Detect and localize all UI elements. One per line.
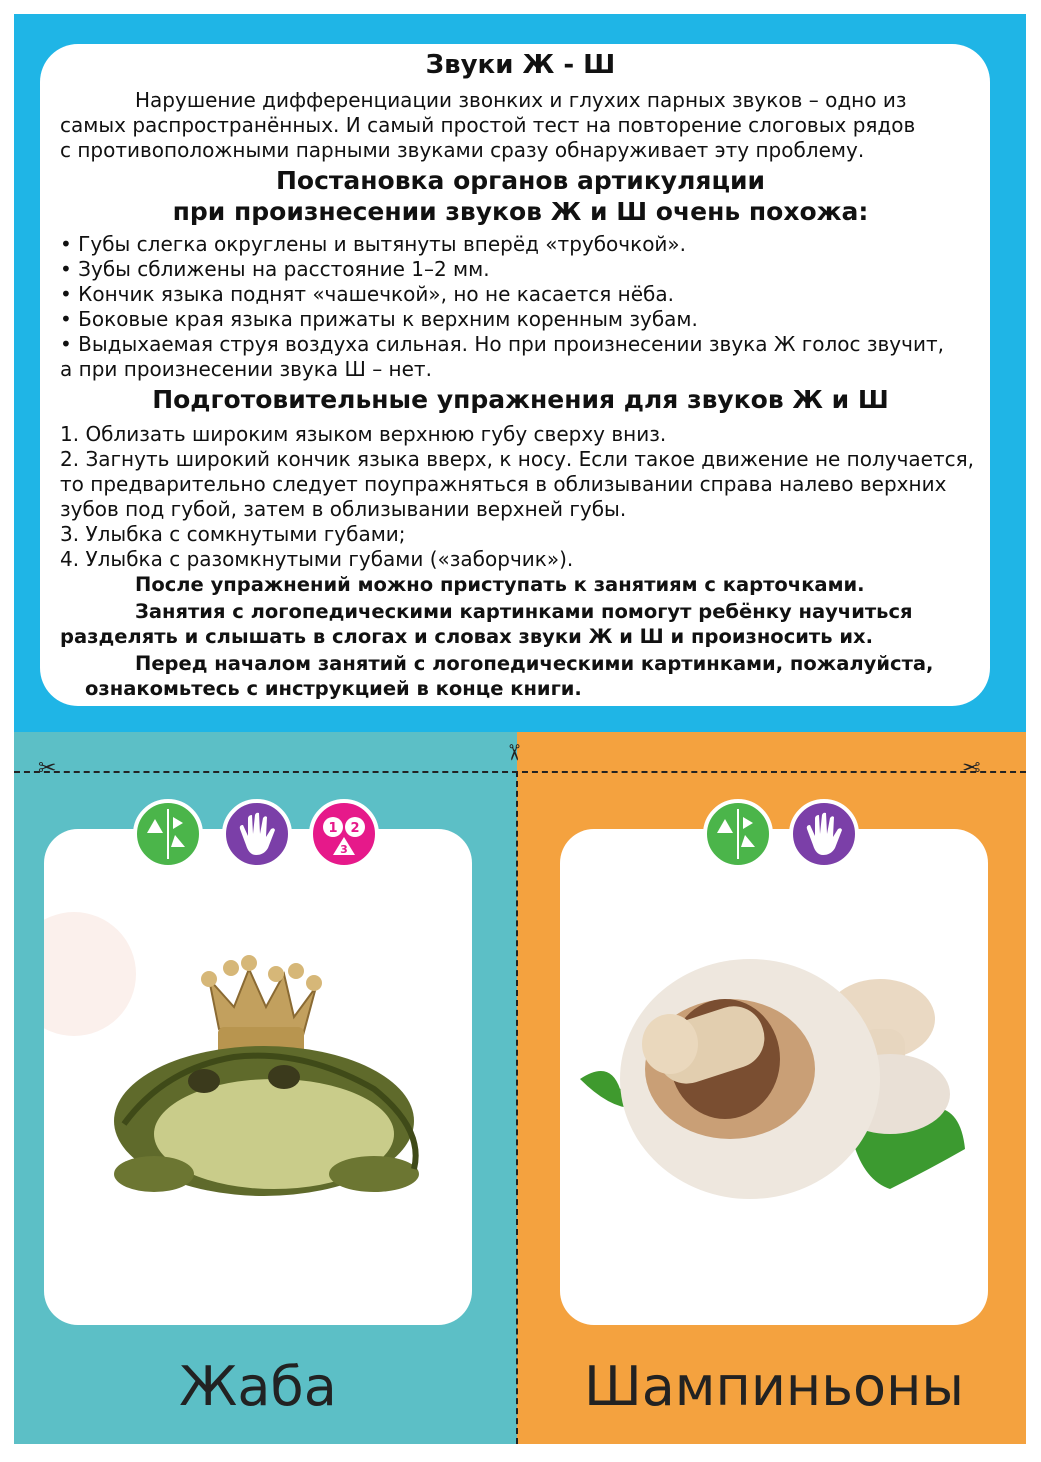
exercise-item: 3. Улыбка с сомкнутыми губами; xyxy=(60,522,406,546)
articulation-item: • Боковые края языка прижаты к верхним коренным зубам. xyxy=(60,307,698,331)
note-line: Перед началом занятий с логопедическими картинками, пожалуйста, xyxy=(135,652,934,675)
articulation-item: • Губы слегка округлены и вытянуты вперёд «трубочкой». xyxy=(60,232,687,256)
exercise-item: 4. Улыбка с разомкнутыми губами («заборчик»). xyxy=(60,547,574,571)
articulation-item: а при произнесении звука Ш – нет. xyxy=(60,357,432,381)
intro-line-2: самых распространённых. И самый простой тест на повторение слоговых рядов xyxy=(60,113,916,137)
exercise-item: 1. Облизать широким языком верхнюю губу сверху вниз. xyxy=(60,422,667,446)
card-champignons-photo-frame xyxy=(560,829,988,1325)
intro-line-1: Нарушение дифференциации звонких и глухих парных звуков – одно из xyxy=(135,88,907,112)
number-one: 1 xyxy=(328,821,338,836)
articulation-item: • Выдыхаемая струя воздуха сильная. Но при произнесении звука Ж голос звучит, xyxy=(60,332,944,356)
number-three: 3 xyxy=(340,843,348,856)
shapes-icon xyxy=(703,799,773,869)
articulation-heading-1: Постановка органов артикуляции xyxy=(275,166,766,195)
hand-icon xyxy=(789,799,859,869)
scissors-icon: ✂ xyxy=(38,756,57,781)
hand-icon xyxy=(222,799,292,869)
card-word-zhaba: Жаба xyxy=(179,1355,337,1418)
note-line: Занятия с логопедическими картинками помогут ребёнку научиться xyxy=(135,600,913,623)
intro-line-3: с противоположными парными звуками сразу обнаруживает эту проблему. xyxy=(60,138,865,162)
numbers-icon xyxy=(309,799,379,869)
scissors-icon: ✂ xyxy=(500,743,526,762)
scissors-icon: ✂ xyxy=(962,756,981,781)
exercise-item: 2. Загнуть широкий кончик языка вверх, к носу. Если такое движение не получается, xyxy=(60,447,975,471)
exercise-item: зубов под губой, затем в облизывании верхней губы. xyxy=(60,497,627,521)
note-line: После упражнений можно приступать к занятиям с карточками. xyxy=(135,573,865,596)
champignons-image xyxy=(560,829,988,1325)
note-line: разделять и слышать в слогах и словах звуки Ж и Ш и произносить их. xyxy=(60,625,873,648)
articulation-item: • Кончик языка поднят «чашечкой», но не касается нёба. xyxy=(60,282,674,306)
exercises-heading: Подготовительные упражнения для звуков Ж и Ш xyxy=(152,385,889,414)
note-line: ознакомьтесь с инструкцией в конце книги. xyxy=(85,677,582,700)
card-word-champignons: Шампиньоны xyxy=(583,1355,965,1418)
vertical-cut-line xyxy=(516,771,518,1444)
horizontal-cut-line xyxy=(14,771,1026,773)
card-zhaba-photo-frame xyxy=(44,829,472,1325)
shapes-icon xyxy=(133,799,203,869)
exercise-item: то предварительно следует поупражняться в облизывании справа налево верхних xyxy=(60,472,947,496)
number-two: 2 xyxy=(350,821,360,836)
toad-with-crown-image xyxy=(44,829,472,1325)
articulation-item: • Зубы сближены на расстояние 1–2 мм. xyxy=(60,257,490,281)
page-title: Звуки Ж - Ш xyxy=(425,50,616,80)
articulation-heading-2: при произнесении звуков Ж и Ш очень похожа: xyxy=(172,197,869,226)
